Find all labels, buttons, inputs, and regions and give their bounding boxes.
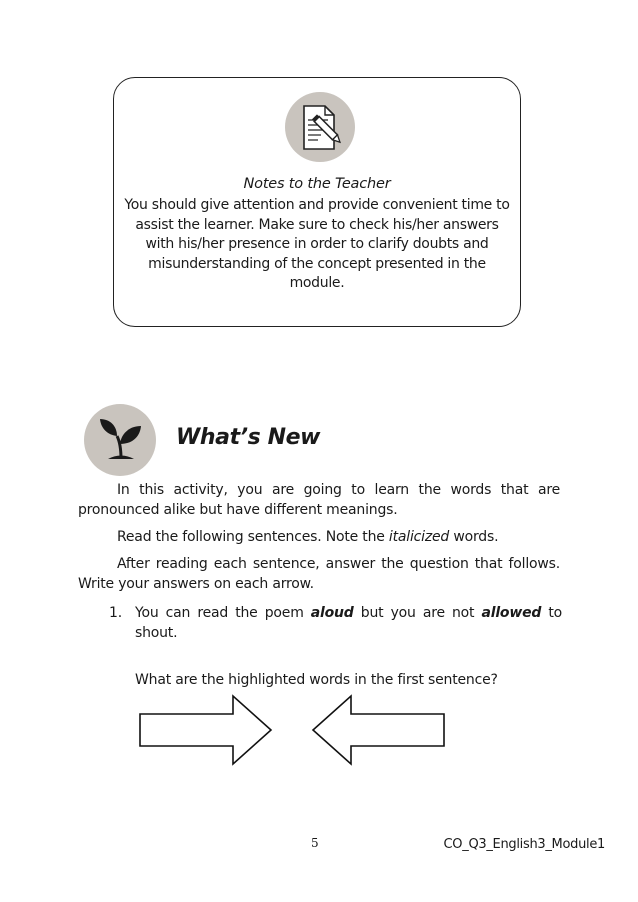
intro-paragraph: In this activity, you are going to learn the words that are pronounced alike but have different meanings.	[78, 482, 560, 518]
highlighted-word-aloud: aloud	[310, 605, 354, 621]
after-reading-paragraph: After reading each sentence, answer the question that follows. Write your answers on each arrow.	[78, 556, 560, 592]
item-text	[135, 603, 562, 643]
read-instruction-after: words.	[449, 529, 499, 545]
item-number: 1.	[109, 605, 122, 621]
sprouting-plant-icon	[84, 404, 156, 476]
notes-body: You should give attention and provide convenient time to assist the learner. Make sure to check his/her answers with his/her presence in order to clarify doubts and misunderstanding of the concept presented in the module.	[124, 197, 510, 292]
notes-title: Notes to the Teacher	[243, 176, 391, 192]
read-instruction	[117, 527, 562, 547]
notes-icon-circle	[285, 92, 355, 162]
module-code: CO_Q3_English3_Module1	[443, 837, 605, 852]
right-arrow-answer-box[interactable]	[138, 694, 274, 766]
item-text-part3: to shout.	[135, 605, 562, 641]
page-number: 5	[311, 836, 319, 850]
highlighted-word-allowed: allowed	[481, 605, 542, 621]
document-pencil-icon	[285, 92, 355, 162]
section-title: What’s New	[176, 425, 321, 450]
item-text-part1: You can read the poem	[135, 605, 311, 621]
italicized-word: italicized	[388, 529, 450, 545]
item-text-part2: but you are not	[353, 605, 482, 621]
question-text: What are the highlighted words in the first sentence?	[135, 672, 498, 688]
left-arrow-answer-box[interactable]	[310, 694, 446, 766]
read-instruction-before: Read the following sentences. Note the	[117, 529, 389, 545]
whats-new-icon-circle	[84, 404, 156, 476]
